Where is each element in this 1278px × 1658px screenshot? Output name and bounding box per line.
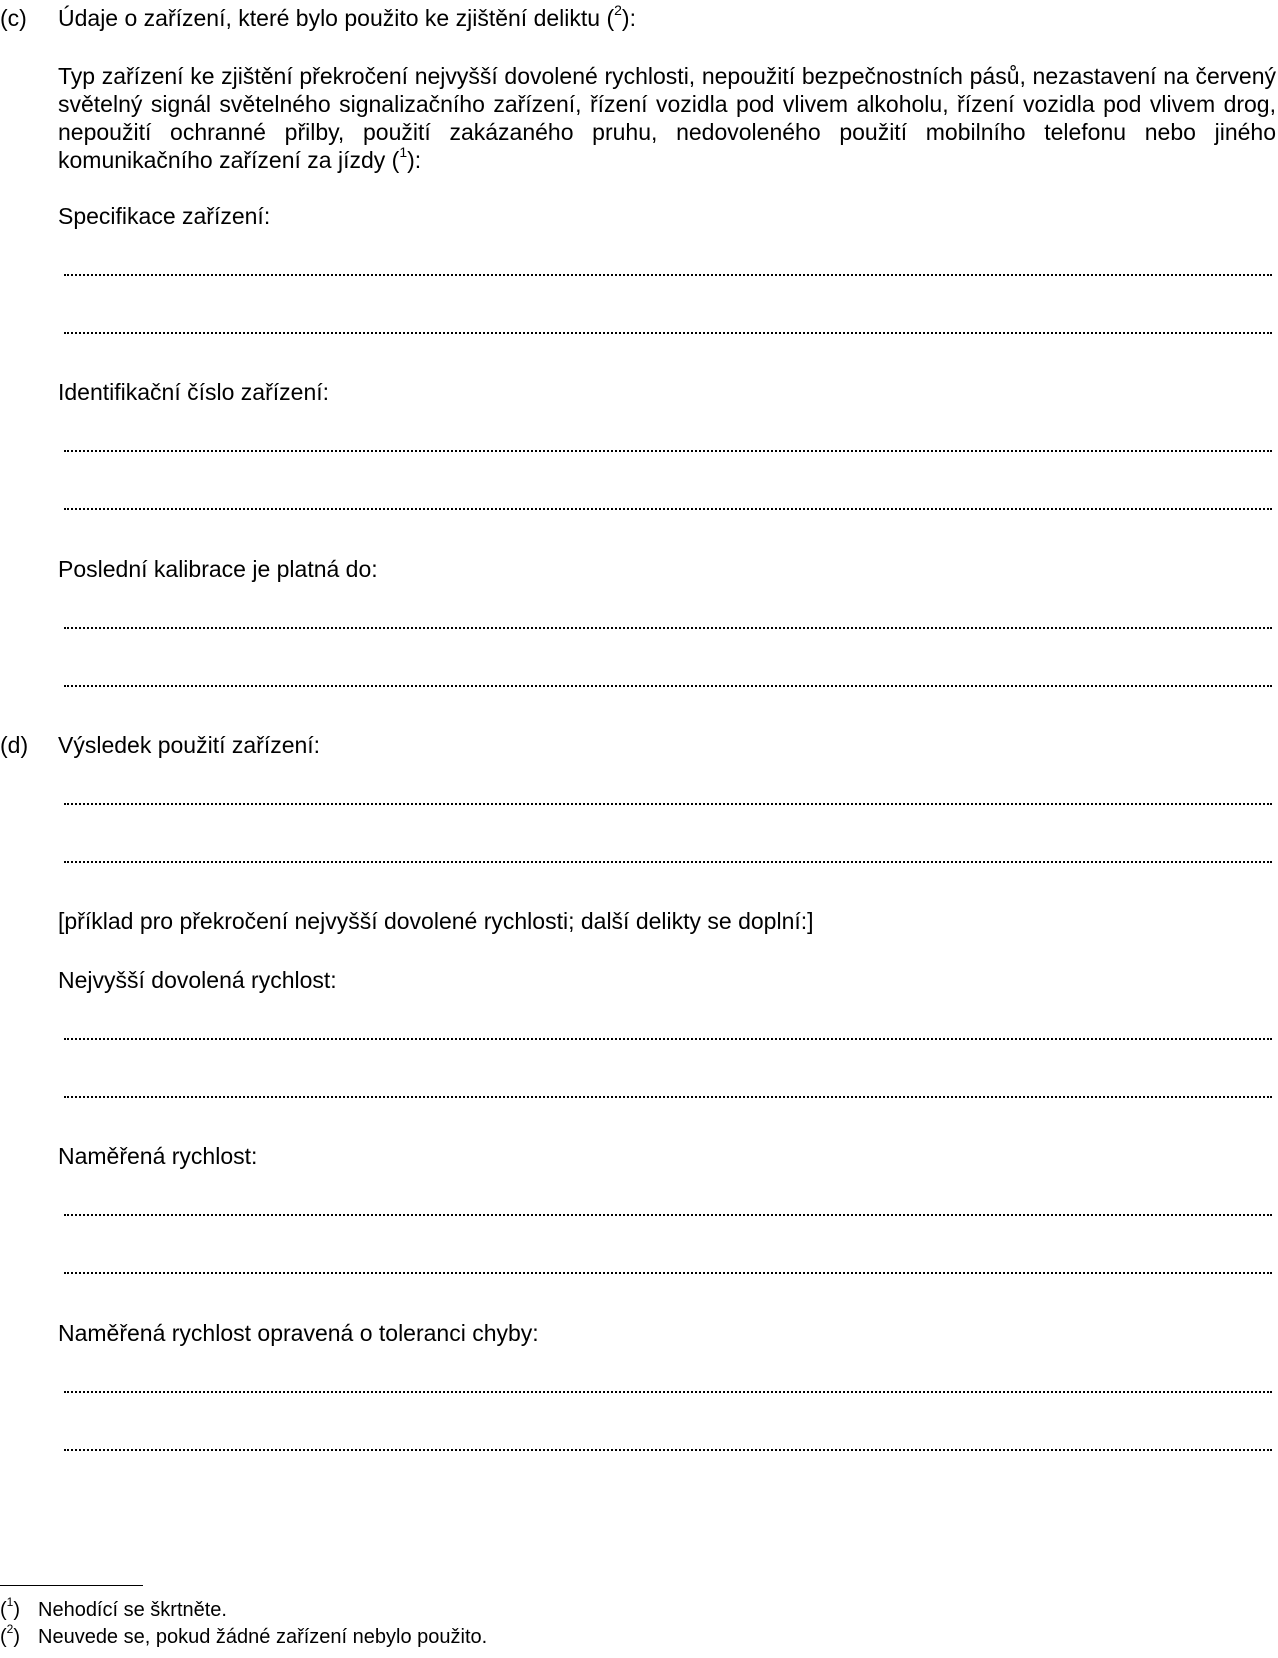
device-type-end: ): — [407, 147, 422, 173]
device-id-field-line-2[interactable] — [64, 508, 1272, 510]
section-d-label: (d) — [0, 732, 29, 758]
section-c-title — [58, 4, 636, 32]
device-id-label: Identifikační číslo zařízení: — [58, 379, 330, 405]
footnote-2-marker: ($^2$) — [0, 1622, 21, 1648]
section-c-title-end: ): — [621, 5, 636, 31]
corrected-speed-label: Naměřená rychlost opravená o toleranci chyby: — [58, 1320, 539, 1346]
measured-speed-field-line-1[interactable] — [64, 1214, 1272, 1216]
max-speed-field-line-1[interactable] — [64, 1038, 1272, 1040]
footnote-2-text: Neuvede se, pokud žádné zařízení nebylo použito. — [38, 1626, 488, 1648]
footnote-1-text: Nehodící se škrtněte. — [38, 1599, 227, 1621]
footnote-2 — [0, 1622, 488, 1649]
specification-label: Specifikace zařízení: — [58, 203, 271, 229]
max-speed-label: Nejvyšší dovolená rychlost: — [58, 967, 337, 993]
device-type-text: Typ zařízení ke zjištění překročení nejvyšší dovolené rychlosti, nepoužití bezpečnostních pásů, nezastavení na červený světelný signál světelného signalizačního zařízení, řízení vozidla pod vlivem alkoholu, řízení vozidla pod vlivem drog, nepoužití ochranné přilby, použití zakázaného pruhu, nedovoleného použití mobilního telefonu nebo jiného komunikačního zařízení za jízdy ( — [58, 63, 1276, 173]
section-d-title: Výsledek použití zařízení: — [58, 732, 321, 758]
footnote-ref-2[interactable]: 2 — [614, 2, 622, 19]
device-type-paragraph — [58, 62, 1276, 174]
example-note: [příklad pro překročení nejvyšší dovolené rychlosti; další delikty se doplní:] — [58, 908, 814, 934]
specification-field-line-2[interactable] — [64, 332, 1272, 334]
section-c-title-text: Údaje o zařízení, které bylo použito ke zjištění deliktu ( — [58, 5, 615, 31]
footnote-divider — [0, 1585, 143, 1586]
result-field-line-2[interactable] — [64, 861, 1272, 863]
device-id-field-line-1[interactable] — [64, 450, 1272, 452]
corrected-speed-field-line-2[interactable] — [64, 1449, 1272, 1451]
calibration-field-line-1[interactable] — [64, 627, 1272, 629]
section-c-label: (c) — [0, 5, 27, 31]
max-speed-field-line-2[interactable] — [64, 1096, 1272, 1098]
footnote-1-marker: ($^1$) — [0, 1595, 21, 1621]
calibration-label: Poslední kalibrace je platná do: — [58, 556, 378, 582]
specification-field-line-1[interactable] — [64, 274, 1272, 276]
result-field-line-1[interactable] — [64, 803, 1272, 805]
calibration-field-line-2[interactable] — [64, 685, 1272, 687]
corrected-speed-field-line-1[interactable] — [64, 1391, 1272, 1393]
measured-speed-field-line-2[interactable] — [64, 1272, 1272, 1274]
footnote-1 — [0, 1595, 227, 1622]
measured-speed-label: Naměřená rychlost: — [58, 1143, 258, 1169]
footnote-ref-1[interactable]: 1 — [399, 144, 408, 161]
